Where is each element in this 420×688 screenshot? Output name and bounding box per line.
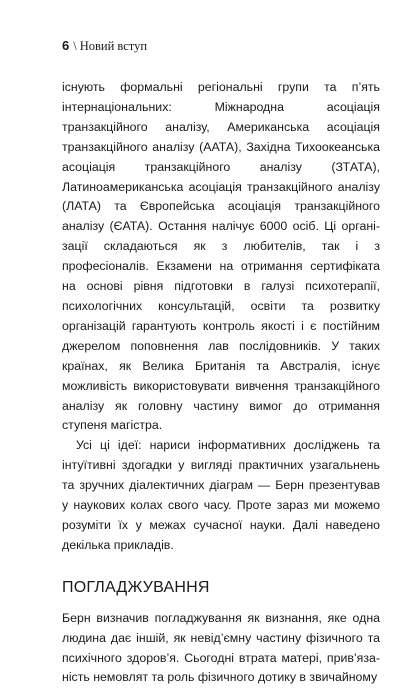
header-separator: \ <box>73 39 77 53</box>
book-page <box>62 0 380 685</box>
body-text <box>62 78 380 688</box>
running-header <box>62 38 147 54</box>
chapter-title: Новий вступ <box>79 39 148 53</box>
page-number: 6 <box>62 38 70 53</box>
section-heading: ПОГЛАДЖУВАННЯ <box>62 578 210 596</box>
paragraph-ideas: Усі ці ідеї: нариси інформативних досліджень та інтуїтивні здогадки у вигляді практичних узагальнень та зручних діалектичних діаграм — Берн презентував у наукових колах свого часу. Проте зараз ми можемо розуміти їх у межах сучасної науки. Далі наведено декілька прикладів. <box>62 438 380 552</box>
paragraph-strokes: Берн визначив погладжування як визнання, яке одна людина дає іншій, як невід’ємну частину фізичного та психічного здоров’я. Сьогодні втрата матері, прив’язaність немовлят та роль фізичного дотику в звичайному <box>62 610 380 685</box>
paragraph-associations: існують формальні регіональні групи та п’ять інтернаціональних: Міжнародна асоціація транзакційного аналізу, Американська асоціація транзакційного аналізу (ААТА), Західна Тихоокеанська асоціація транзакційного аналізу (ЗТАТА), Латиноамериканська асоціація транзакційного аналізу (ЛАТА) та Європейська асоціація транзакційного аналізу (ЄАТА). Остання налічує 6000 осіб. Ці організації складаються як з любителів, так і з професіоналів. Екзамени на отримання сертифіката на основі рівня підготовки в галузі психотерапії, психологічних консультацій, освіти та розвитку організацій гарантують контроль якості і є постійним джерелом поповнення лав послідовників. У таких країнах, як Велика Британія та Австралія, існує можливість використовувати вивчення транзакційного аналізу як головну частину вимог до отримання ступеня магістра. <box>62 80 380 433</box>
